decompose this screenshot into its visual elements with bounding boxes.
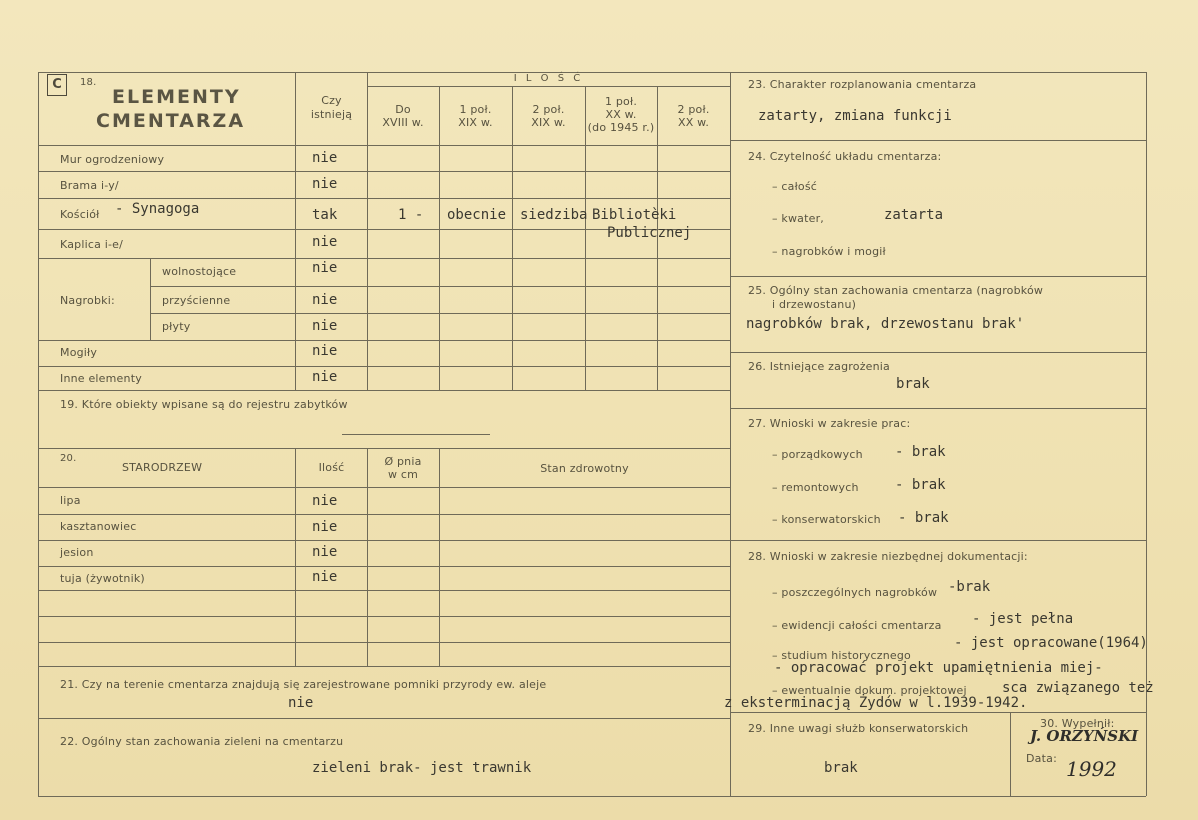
row-przyscienne-label: przyścienne — [162, 294, 231, 307]
section-21-label: 21. Czy na terenie cmentarza znajdują się zarejestrowane pomniki przyrody ew. aleje — [60, 678, 547, 691]
row-kosciol-label: Kościół — [60, 208, 100, 221]
section-29-value: brak — [824, 760, 858, 776]
section-28-poszczegolnych: – poszczególnych nagrobków — [772, 586, 938, 599]
header-period-2-xx: 2 poł. XX w. — [677, 103, 710, 129]
section-27-konserwatorskich-value: - brak — [898, 510, 949, 526]
row-kaplica-value: nie — [312, 234, 338, 250]
tree-tuja-label: tuja (żywotnik) — [60, 572, 145, 585]
row-mur-value: nie — [312, 150, 338, 166]
section-28-ewidencji-value: - jest pełna — [972, 611, 1074, 627]
section-27-porzadkowych-value: - brak — [895, 444, 946, 460]
section-28-poszczegolnych-value: -brak — [948, 579, 991, 595]
row-brama-value: nie — [312, 176, 338, 192]
section-24-kwater: – kwater, — [772, 212, 825, 225]
row-kosciol-value: tak — [312, 207, 338, 223]
section-27-remontowych-value: - brak — [895, 477, 946, 493]
col-pnia: Ø pnia w cm — [384, 455, 422, 481]
row-nagrobki-label: Nagrobki: — [60, 294, 115, 307]
row-kaplica-label: Kaplica i-e/ — [60, 238, 124, 251]
row-plyty-label: płyty — [162, 320, 191, 333]
section-21-value: nie — [288, 695, 314, 711]
section-28-ewentualnie: – ewentualnie dokum. projektowej — [772, 684, 967, 697]
tree-kasztanowiec-value: nie — [312, 519, 338, 535]
row-mogily-label: Mogiły — [60, 346, 98, 359]
header-period-xviii: Do XVIII w. — [382, 103, 424, 129]
row-wolnostojace-label: wolnostojące — [162, 265, 237, 278]
section-19-label: 19. Które obiekty wpisane są do rejestru zabytków — [60, 398, 348, 411]
section-27-remontowych: – remontowych — [772, 481, 859, 494]
section-28-note1: - opracować projekt upamiętnienia miej- — [774, 660, 1103, 676]
row-inne-value: nie — [312, 369, 338, 385]
header-period-2-xix: 2 poł. XIX w. — [531, 103, 566, 129]
section-24-label: 24. Czytelność układu cmentarza: — [748, 150, 942, 163]
section-24-kwater-value: zatarta — [884, 207, 944, 223]
section-28-ewidencji: – ewidencji całości cmentarza — [772, 619, 942, 632]
tree-jesion-value: nie — [312, 544, 338, 560]
section-28-label: 28. Wnioski w zakresie niezbędnej dokumentacji: — [748, 550, 1028, 563]
col-stan: Stan zdrowotny — [540, 462, 629, 475]
section-18-number: 18. — [80, 77, 97, 88]
section-27-label: 27. Wnioski w zakresie prac: — [748, 417, 911, 430]
row-mogily-value: nie — [312, 343, 338, 359]
section-22-label: 22. Ogólny stan zachowania zieleni na cmentarzu — [60, 735, 344, 748]
row-kosciol-note: - Synagoga — [115, 201, 200, 217]
row-kosciol-text4: Publicznej — [607, 225, 692, 241]
section-26-value: brak — [896, 376, 930, 392]
tree-kasztanowiec-label: kasztanowiec — [60, 520, 137, 533]
section-25-label2: i drzewostanu) — [772, 298, 857, 311]
section-24-nagrobkow: – nagrobków i mogił — [772, 245, 886, 258]
date-value: 1992 — [1066, 757, 1117, 781]
header-exists: Czy istnieją — [310, 94, 353, 121]
section-20-title: STARODRZEW — [122, 461, 203, 474]
section-25-value: nagrobków brak, drzewostanu brak' — [746, 316, 1025, 332]
section-27-konserwatorskich: – konserwatorskich — [772, 513, 881, 526]
section-28-studium-value: - jest opracowane(1964) — [954, 635, 1148, 651]
section-20-number: 20. — [60, 453, 77, 464]
section-29-label: 29. Inne uwagi służb konserwatorskich — [748, 722, 969, 735]
section-25-label1: 25. Ogólny stan zachowania cmentarza (nagrobków — [748, 284, 1044, 297]
title-elementy: ELEMENTY — [112, 86, 241, 108]
row-mur-label: Mur ogrodzeniowy — [60, 153, 165, 166]
row-przyscienne-value: nie — [312, 292, 338, 308]
section-28-studium: – studium historycznego — [772, 649, 911, 662]
row-inne-label: Inne elementy — [60, 372, 142, 385]
row-kosciol-count: 1 - — [398, 207, 424, 223]
row-plyty-value: nie — [312, 318, 338, 334]
header-period-1-xx: 1 poł. XX w. (do 1945 r.) — [587, 95, 655, 134]
section-23-label: 23. Charakter rozplanowania cmentarza — [748, 78, 977, 91]
row-brama-label: Brama i-y/ — [60, 179, 119, 192]
tree-jesion-label: jesion — [60, 546, 94, 559]
row-kosciol-text2: siedziba — [520, 207, 588, 223]
section-23-value: zatarty, zmiana funkcji — [758, 108, 952, 124]
section-27-porzadkowych: – porządkowych — [772, 448, 863, 461]
header-ilosc: I L O Ś Ć — [513, 73, 584, 84]
section-c-box: C — [47, 74, 67, 96]
section-19-line — [342, 434, 490, 435]
col-ilosc: Ilość — [318, 461, 345, 474]
tree-tuja-value: nie — [312, 569, 338, 585]
section-26-label: 26. Istniejące zagrożenia — [748, 360, 891, 373]
row-kosciol-text3: Bibliotèki — [592, 207, 677, 223]
header-period-1-xix: 1 poł. XIX w. — [458, 103, 493, 129]
tree-lipa-value: nie — [312, 493, 338, 509]
section-22-value: zieleni brak- jest trawnik — [312, 760, 532, 776]
section-24-calosc: – całość — [772, 180, 818, 193]
title-cmentarza: CMENTARZA — [96, 110, 246, 132]
section-30-label: 30. Wypełnił: — [1040, 717, 1115, 730]
section-30-date-label: Data: — [1026, 752, 1057, 765]
filled-by-signature: J. ORZYŃSKI — [1030, 727, 1139, 745]
section-28-ewentualnie-value: sca związanego też — [1002, 680, 1154, 696]
tree-lipa-label: lipa — [60, 494, 81, 507]
row-kosciol-text1: obecnie — [447, 207, 507, 223]
section-28-note2: z eksterminacją Żydów w l.1939-1942. — [724, 695, 1028, 711]
row-wolnostojace-value: nie — [312, 260, 338, 276]
